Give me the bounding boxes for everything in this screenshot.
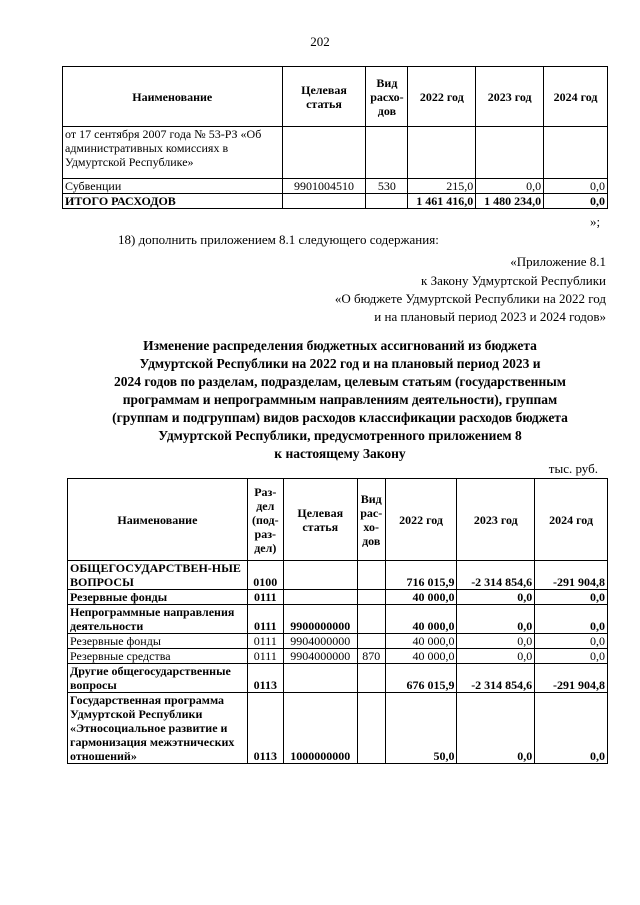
row-section: 0113 <box>247 693 283 764</box>
row-2022: 40 000,0 <box>385 590 457 605</box>
row-2023: 0,0 <box>457 590 535 605</box>
row-2022: 1 461 416,0 <box>408 194 476 209</box>
row-target: 9904000000 <box>283 634 357 649</box>
col-type-header: Вид рас-хо-дов <box>357 479 385 561</box>
row-2024: 0,0 <box>535 693 608 764</box>
row-2022: 676 015,9 <box>385 664 457 693</box>
table-row <box>68 605 608 634</box>
row-2024: 0,0 <box>535 649 608 664</box>
document-title <box>60 337 620 463</box>
table-row <box>68 664 608 693</box>
row-2023: 0,0 <box>476 179 544 194</box>
row-2024: 0,0 <box>535 590 608 605</box>
table-row <box>68 693 608 764</box>
title-line: 2024 годов по разделам, подразделам, целевым статьям (государственным <box>114 374 566 389</box>
row-2022: 40 000,0 <box>385 634 457 649</box>
row-name: Непрограммные направления деятельности <box>68 605 248 634</box>
row-section: 0111 <box>247 605 283 634</box>
table-row <box>68 590 608 605</box>
row-target: 1000000000 <box>283 693 357 764</box>
title-line: к настоящему Закону <box>274 446 406 461</box>
row-2023: -2 314 854,6 <box>457 664 535 693</box>
row-type: 530 <box>366 179 408 194</box>
row-section: 0111 <box>247 590 283 605</box>
row-name: Другие общегосударственные вопросы <box>68 664 248 693</box>
table-row <box>68 561 608 590</box>
closing-mark: »; <box>590 214 601 229</box>
row-target: 9901004510 <box>282 179 366 194</box>
row-2023: 0,0 <box>457 634 535 649</box>
row-name: Субвенции <box>63 179 283 194</box>
col-2023-header: 2023 год <box>476 67 544 127</box>
title-line: Удмуртской Республики, предусмотренного приложением 8 <box>158 428 522 443</box>
page-number: 202 <box>310 34 330 49</box>
row-2023: 0,0 <box>457 693 535 764</box>
appendix-line-3: «О бюджете Удмуртской Республики на 2022 год <box>334 291 606 306</box>
col-2023-header: 2023 год <box>457 479 535 561</box>
col-section-header: Раз-дел (под-раз-дел) <box>247 479 283 561</box>
continuation-table <box>62 66 608 209</box>
item-18-text: 18) дополнить приложением 8.1 следующего содержания: <box>118 232 439 247</box>
row-2022: 716 015,9 <box>385 561 457 590</box>
row-target: 9900000000 <box>283 605 357 634</box>
col-name-header: Наименование <box>63 67 283 127</box>
title-line: (группам и подгруппам) видов расходов классификации расходов бюджета <box>112 410 568 425</box>
row-2022: 215,0 <box>408 179 476 194</box>
row-2023: 0,0 <box>457 649 535 664</box>
row-2024: -291 904,8 <box>535 561 608 590</box>
row-name: Государственная программа Удмуртской Республики «Этносоциальное развитие и гармонизация межэтнических отношений» <box>68 693 248 764</box>
row-2024: 0,0 <box>535 634 608 649</box>
row-name: ОБЩЕГОСУДАРСТВЕН-НЫЕ ВОПРОСЫ <box>68 561 248 590</box>
row-name: ИТОГО РАСХОДОВ <box>63 194 283 209</box>
units-label: тыс. руб. <box>548 461 598 476</box>
table-row <box>63 179 608 194</box>
col-name-header: Наименование <box>68 479 248 561</box>
table-row <box>63 127 608 179</box>
col-2022-header: 2022 год <box>408 67 476 127</box>
row-2024: 0,0 <box>535 605 608 634</box>
col-target-header: Целевая статья <box>283 479 357 561</box>
row-section: 0111 <box>247 634 283 649</box>
row-2022: 40 000,0 <box>385 649 457 664</box>
col-type-header: Вид расхо-дов <box>366 67 408 127</box>
row-2024: 0,0 <box>544 179 608 194</box>
col-2024-header: 2024 год <box>535 479 608 561</box>
total-row <box>63 194 608 209</box>
title-line: Удмуртской Республики на 2022 год и на плановый период 2023 и <box>139 356 541 371</box>
row-section: 0113 <box>247 664 283 693</box>
title-line: программам и непрограммным направлениям деятельности), группам <box>122 392 558 407</box>
row-2023: -2 314 854,6 <box>457 561 535 590</box>
budget-table <box>67 478 608 764</box>
row-2024: 0,0 <box>544 194 608 209</box>
col-2022-header: 2022 год <box>385 479 457 561</box>
row-name: Резервные фонды <box>68 590 248 605</box>
row-2023: 0,0 <box>457 605 535 634</box>
row-name: Резервные средства <box>68 649 248 664</box>
row-type: 870 <box>357 649 385 664</box>
col-2024-header: 2024 год <box>544 67 608 127</box>
table-row <box>68 634 608 649</box>
row-2024: -291 904,8 <box>535 664 608 693</box>
row-name: Резервные фонды <box>68 634 248 649</box>
row-name: от 17 сентября 2007 года № 53-РЗ «Об административных комиссиях в Удмуртской Республике» <box>63 127 283 179</box>
row-target: 9904000000 <box>283 649 357 664</box>
appendix-line-2: к Закону Удмуртской Республики <box>421 273 606 288</box>
title-line: Изменение распределения бюджетных ассигнований из бюджета <box>143 338 537 353</box>
appendix-line-1: «Приложение 8.1 <box>510 254 606 269</box>
row-2022: 50,0 <box>385 693 457 764</box>
row-2022: 40 000,0 <box>385 605 457 634</box>
row-section: 0111 <box>247 649 283 664</box>
col-target-header: Целевая статья <box>282 67 366 127</box>
table-row <box>68 649 608 664</box>
row-section: 0100 <box>247 561 283 590</box>
row-2023: 1 480 234,0 <box>476 194 544 209</box>
appendix-line-4: и на плановый период 2023 и 2024 годов» <box>374 309 606 324</box>
